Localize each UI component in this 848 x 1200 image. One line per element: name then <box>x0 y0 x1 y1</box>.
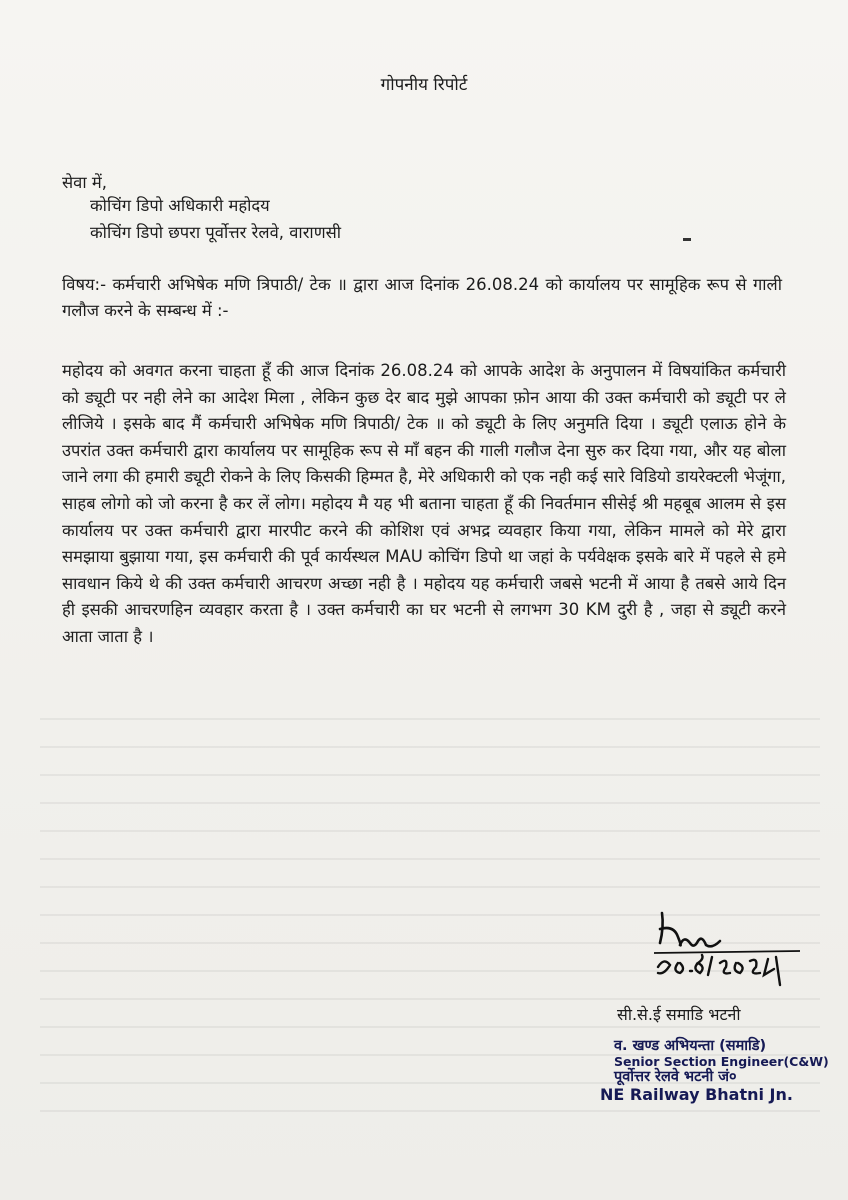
handwritten-signature <box>650 905 810 995</box>
stamp-line-1: व. खण्ड अभियन्ता (समाडि) <box>614 1038 767 1054</box>
recipient-line-1: कोचिंग डिपो अधिकारी महोदय <box>90 196 270 215</box>
stamp-line-3: पूर्वोत्तर रेलवे भटनी जं० <box>614 1069 737 1086</box>
official-stamp <box>600 1038 829 1104</box>
subject-line: विषय:- कर्मचारी अभिषेक मणि त्रिपाठी/ टेक ॥ द्वारा आज दिनांक 26.08.24 को कार्यालय पर सामूहिक रूप से गाली गलौज करने के सम्बन्ध में :- <box>62 275 782 320</box>
letter-body: महोदय को अवगत करना चाहता हूँ की आज दिनांक 26.08.24 को आपके आदेश के अनुपालन में विषयांकित कर्मचारी को ड्यूटी पर नही लेने का आदेश मिला , लेकिन कुछ देर बाद मुझे आपका फ़ोन आया की उक्त कर्मचारी को ड्यूटी पर ले लीजिये । इसके बाद मैं कर्मचारी अभिषेक मणि त्रिपाठी/ टेक ॥ को ड्यूटी के लिए अनुमति दिया । ड्यूटी एलाऊ होने के उपरांत उक्त कर्मचारी द्वारा कार्यालय पर सामूहिक रूप से माँ बहन की गाली गलौज देना सुरु कर दिया गया, और यह बोला जाने लगा की हमारी ड्यूटी रोकने के लिए किसकी हिम्मत है, मेरे अधिकारी को एक नही कई सारे विडियो डायरेक्टली भेजूंगा, साहब लोगो को जो करना है कर लें लोग। महोदय मै यह भी बताना चाहता हूँ की निवर्तमान सीसेई श्री महबूब आलम से इस कार्यालय पर उक्त कर्मचारी द्वारा मारपीट करने की कोशिश एवं अभद्र व्यवहार किया गया, लेकिन मामले को मेरे द्वारा समझाया बुझाया गया, इस कर्मचारी की पूर्व कार्यस्थल MAU कोचिंग डिपो था जहां के पर्यवेक्षक इसके बारे में पहले से हमे सावधान किये थे की उक्त कर्मचारी आचरण अच्छा नही है । महोदय यह कर्मचारी जबसे भटनी में आया है तबसे आये दिन ही इसकी आचरणहिन व्यवहार करता है । उक्त कर्मचारी का घर भटनी से लगभग 30 KM दुरी है , जहा से ड्यूटी करने आता जाता है । <box>62 361 786 646</box>
salutation: सेवा में, <box>62 173 107 192</box>
document-title: गोपनीय रिपोर्ट <box>380 75 468 95</box>
ink-speck <box>683 238 691 241</box>
recipient-line-2: कोचिंग डिपो छपरा पूर्वोत्तर रेलवे, वाराणसी <box>90 223 342 242</box>
stamp-line-2: Senior Section Engineer(C&W) <box>614 1053 829 1069</box>
signer-designation: सी.से.ई समाडि भटनी <box>617 1005 741 1024</box>
stamp-line-4: NE Railway Bhatni Jn. <box>600 1084 793 1104</box>
